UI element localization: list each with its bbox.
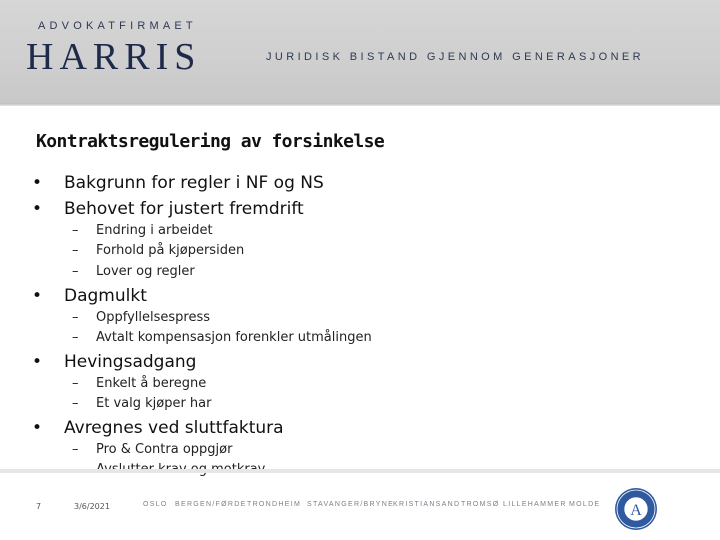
tagline: JURIDISK BISTAND GJENNOM GENERASJONER — [266, 51, 645, 63]
header-divider — [0, 103, 720, 106]
office-item: OSLO — [143, 501, 168, 508]
logo-subtitle: ADVOKATFIRMAET — [38, 20, 197, 32]
office-item: MOLDE — [569, 501, 601, 508]
bullet-text: Dagmulkt — [64, 286, 147, 306]
seal-letter: A — [630, 502, 642, 519]
office-item: TROMSØ — [461, 501, 500, 508]
bullet-text: Bakgrunn for regler i NF og NS — [64, 173, 324, 193]
dash-marker: – — [72, 310, 79, 325]
bullet-marker: • — [32, 352, 43, 372]
sub-bullet-text: Enkelt å beregne — [96, 376, 207, 391]
bullet-text: Hevingsadgang — [64, 352, 197, 372]
office-list — [143, 501, 599, 508]
dash-marker: – — [72, 396, 79, 411]
bullet-text: Avregnes ved sluttfaktura — [64, 418, 284, 438]
bullet-marker: • — [32, 173, 43, 193]
dash-marker: – — [72, 243, 79, 258]
sub-bullet-text: Oppfyllelsespress — [96, 310, 211, 325]
office-item: LILLEHAMMER — [503, 501, 567, 508]
office-item: KRISTIANSAND — [393, 501, 461, 508]
bullet-marker: • — [32, 418, 43, 438]
dash-marker: – — [72, 376, 79, 391]
office-item: TRONDHEIM — [247, 501, 302, 508]
sub-bullet-text: Avtalt kompensasjon forenkler utmålingen — [96, 330, 372, 345]
page-number: 7 — [36, 502, 42, 511]
office-item: BERGEN/FØRDE — [175, 501, 247, 508]
firm-seal-icon — [614, 487, 658, 531]
dash-marker: – — [72, 264, 79, 279]
office-item: STAVANGER/BRYNE — [307, 501, 395, 508]
slide-date: 3/6/2021 — [74, 502, 110, 511]
slide-title: Kontraktsregulering av forsinkelse — [36, 131, 385, 152]
sub-bullet-text: Endring i arbeidet — [96, 223, 213, 238]
sub-bullet-text: Et valg kjøper har — [96, 396, 212, 411]
dash-marker: – — [72, 330, 79, 345]
bullet-marker: • — [32, 199, 43, 219]
bullet-marker: • — [32, 286, 43, 306]
logo-wordmark: HARRIS — [26, 36, 202, 78]
sub-bullet-text: Forhold på kjøpersiden — [96, 243, 245, 258]
sub-bullet-text: Pro & Contra oppgjør — [96, 442, 233, 457]
dash-marker: – — [72, 223, 79, 238]
footer-divider — [0, 469, 720, 473]
dash-marker: – — [72, 442, 79, 457]
bullet-text: Behovet for justert fremdrift — [64, 199, 304, 219]
sub-bullet-text: Lover og regler — [96, 264, 195, 279]
